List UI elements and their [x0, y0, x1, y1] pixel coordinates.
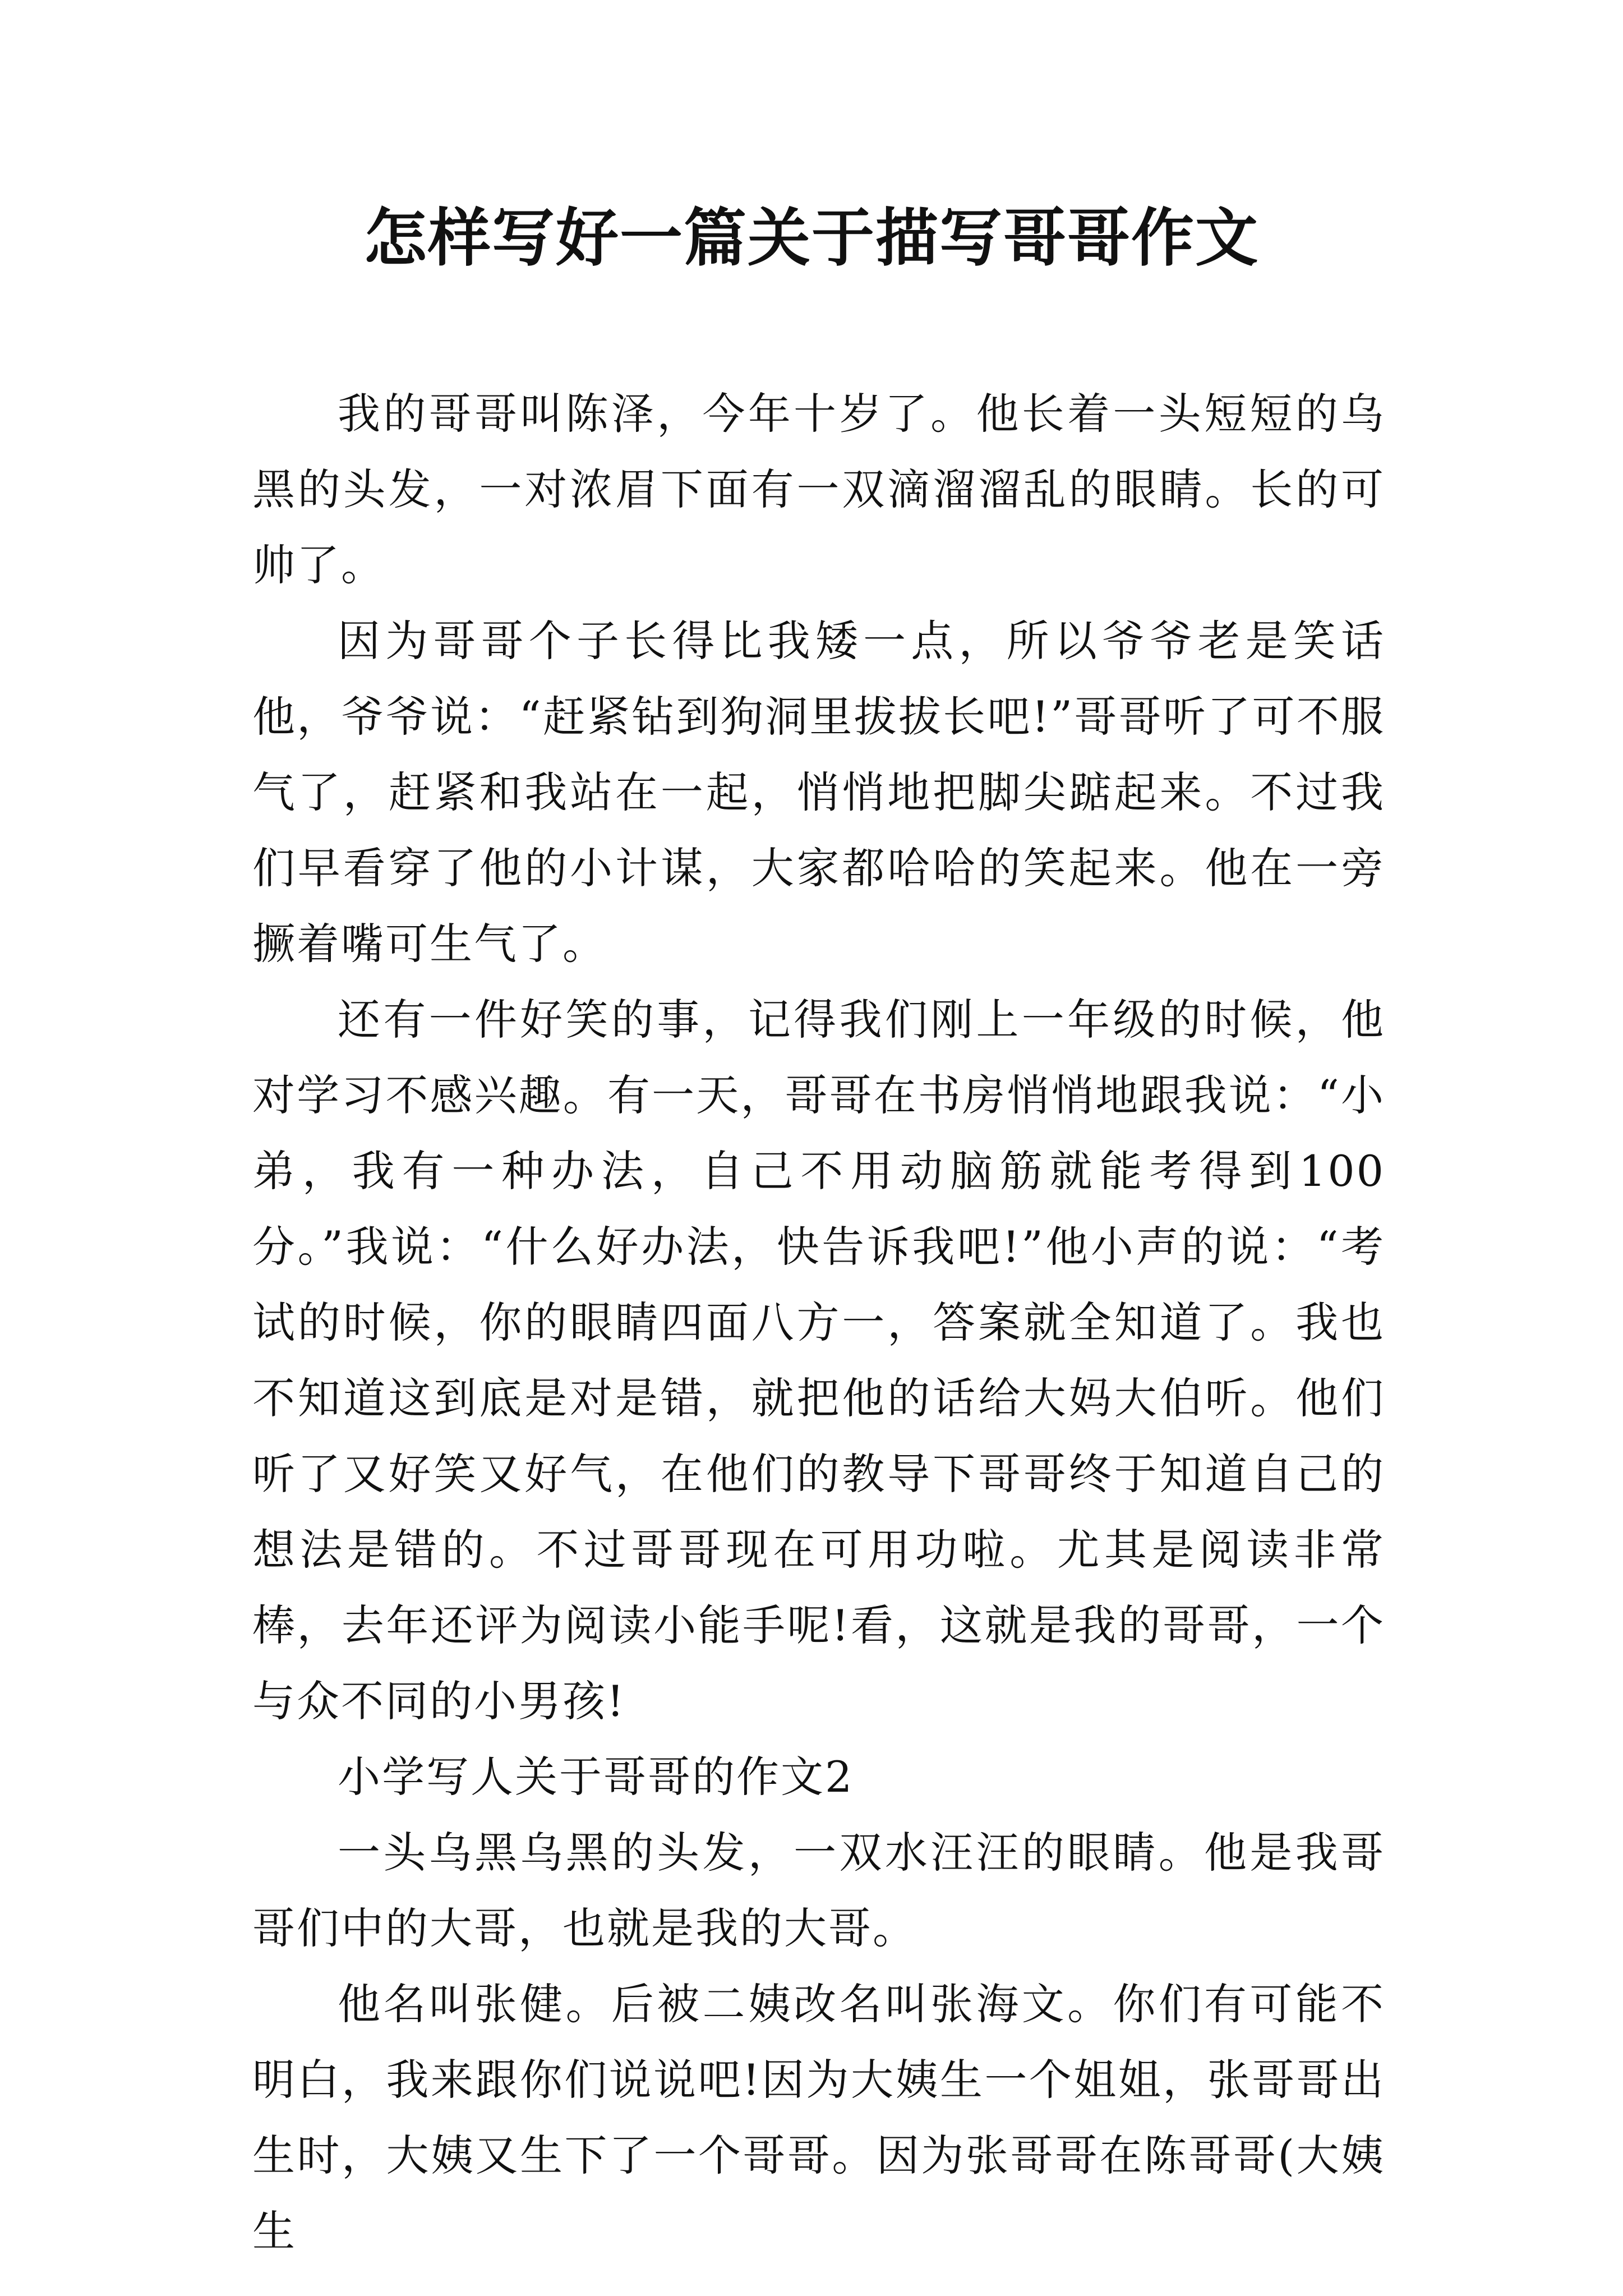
paragraph: 还有一件好笑的事，记得我们刚上一年级的时候，他对学习不感兴趣。有一天，哥哥在书房悄悄地跟我说：“小弟，我有一种办法，自己不用动脑筋就能考得到100分。”我说：“什么好办法，快告诉我吧!”他小声的说：“考试的时候，你的眼睛四面八方一，答案就全知道了。我也不知道这到底是对是错，就把他的话给大妈大伯听。他们听了又好笑又好气，在他们的教导下哥哥终于知道自己的想法是错的。不过哥哥现在可用功啦。尤其是阅读非常棒，去年还评为阅读小能手呢!看，这就是我的哥哥，一个与众不同的小男孩!: [252, 995, 1385, 1726]
document-title: 怎样写好一篇关于描写哥哥作文: [364, 201, 1259, 275]
section-heading: 小学写人关于哥哥的作文2: [338, 1752, 854, 1802]
paragraph: 因为哥哥个子长得比我矮一点，所以爷爷老是笑话他，爷爷说：“赶紧钻到狗洞里拔拔长吧!”哥哥听了可不服气了，赶紧和我站在一起，悄悄地把脚尖踮起来。不过我们早看穿了他的小计谋，大家都哈哈的笑起来。他在一旁撅着嘴可生气了。: [252, 616, 1385, 969]
paragraph: 我的哥哥叫陈泽，今年十岁了。他长着一头短短的乌黑的头发，一对浓眉下面有一双滴溜溜乱的眼睛。长的可帅了。: [252, 389, 1385, 590]
document-body: [252, 376, 1385, 2269]
paragraph: 他名叫张健。后被二姨改名叫张海文。你们有可能不明白，我来跟你们说说吧!因为大姨生一个姐姐，张哥哥出生时，大姨又生下了一个哥哥。因为张哥哥在陈哥哥(大姨生: [252, 1979, 1385, 2256]
paragraph: 一头乌黑乌黑的头发，一双水汪汪的眼睛。他是我哥哥们中的大哥，也就是我的大哥。: [252, 1828, 1385, 1953]
